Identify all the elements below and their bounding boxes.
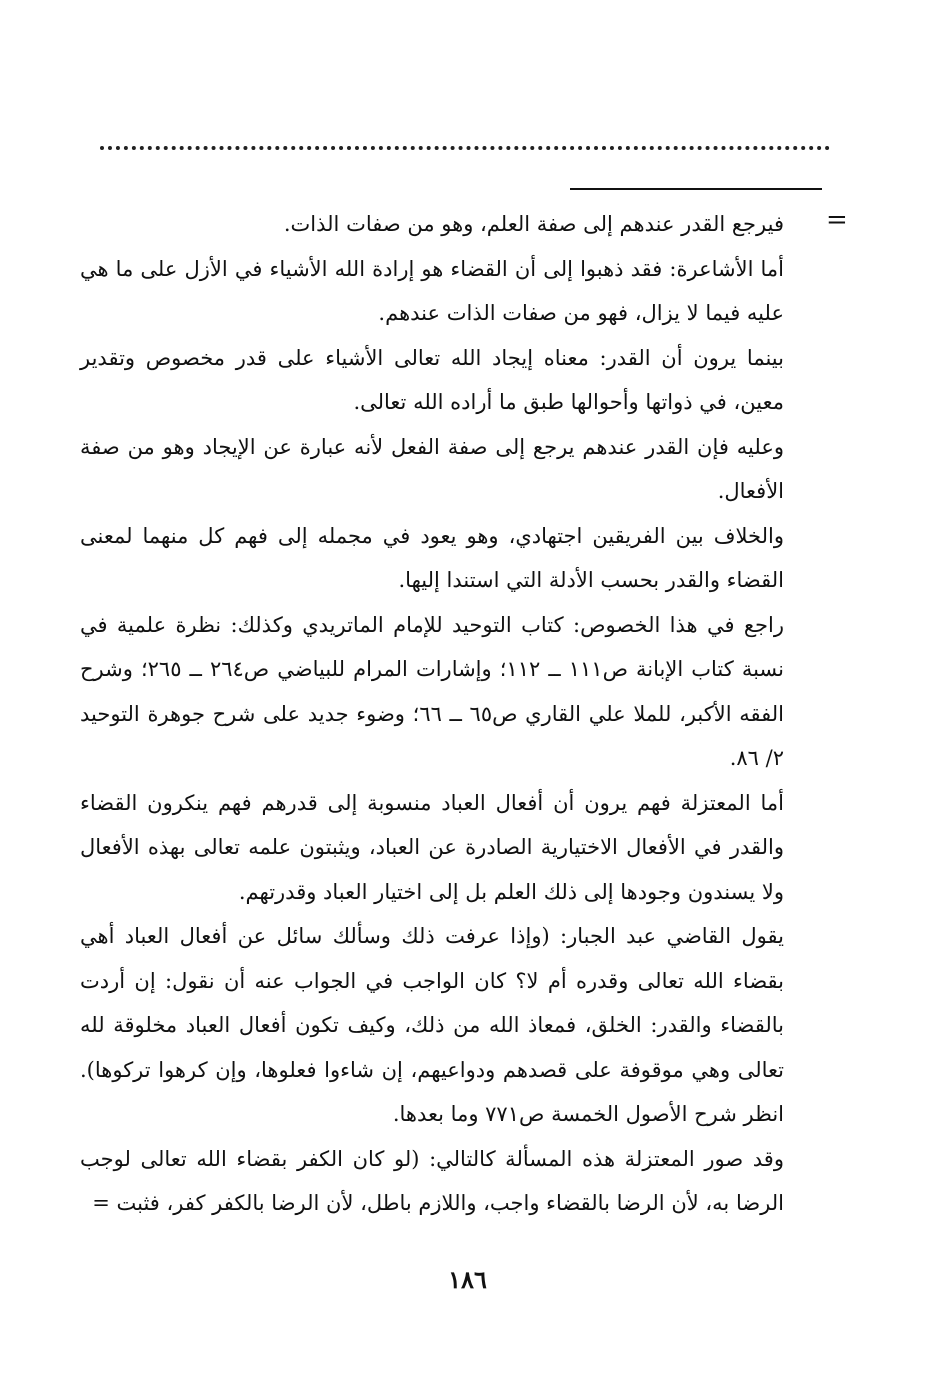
footnote-paragraph: أما الأشاعرة: فقد ذهبوا إلى أن القضاء هو إرادة الله الأشياء في الأزل على ما هي عليه فيما لا يزال، فهو من صفات الذات عندهم. (80, 256, 784, 325)
header-dotted-rule (100, 146, 830, 150)
footnote-paragraph: والخلاف بين الفريقين اجتهادي، وهو يعود في مجمله إلى فهم كل منهما لمعنى القضاء والقدر بحسب الأدلة التي استندا إليها. (80, 523, 784, 592)
footnote-paragraph: أما المعتزلة فهم يرون أن أفعال العباد منسوبة إلى قدرهم فهم ينكرون القضاء والقدر في الأفعال الاختيارية الصادرة عن العباد، ويثبتون علمه تعالى بهذه الأفعال ولا يسندون وجودها إلى ذلك العلم بل إلى اختيار العباد وقدرتهم. (80, 790, 784, 904)
footnote-paragraph: راجع في هذا الخصوص: كتاب التوحيد للإمام الماتريدي وكذلك: نظرة علمية في نسبة كتاب الإبانة ص١١١ ــ ١١٢؛ وإشارات المرام للبياضي ص٢٦٤ ــ ٢٦٥؛ وشرح الفقه الأكبر، للملا علي القاري ص٦٥ ــ ٦٦؛ وضوء جديد على شرح جوهرة التوحيد ٢/ ٨٦. (80, 612, 785, 770)
footnote-paragraph: وعليه فإن القدر عندهم يرجع إلى صفة الفعل لأنه عبارة عن الإيجاد وهو من صفة الأفعال. (80, 434, 784, 503)
footnote-separator (570, 188, 822, 190)
footnote-paragraph: بينما يرون أن القدر: معناه إيجاد الله تعالى الأشياء على قدر مخصوص وتقدير معين، في ذواتها وأحوالها طبق ما أراده الله تعالى. (80, 345, 784, 414)
footnote-paragraph: فيرجع القدر عندهم إلى صفة العلم، وهو من صفات الذات. (283, 212, 784, 236)
footnote-body (80, 202, 784, 1226)
continuation-mark: = (826, 205, 848, 235)
footnote-paragraph: يقول القاضي عبد الجبار: (وإذا عرفت ذلك وسألك سائل عن أفعال العباد أهي بقضاء الله تعالى وقدره أم لا؟ كان الواجب في الجواب عنه أن نقول: إن أردت بالقضاء والقدر: الخلق، فمعاذ الله من ذلك، وكيف تكون أفعال العباد مخلوقة لله تعالى وهي موقوفة على قصدهم ودواعيهم، إن شاءوا فعلوها، وإن كرهوا تركوها). انظر شرح الأصول الخمسة ص٧٧١ وما بعدها. (80, 924, 784, 1126)
footnote-paragraph: وقد صور المعتزلة هذه المسألة كالتالي: (لو كان الكفر بقضاء الله تعالى لوجب الرضا به، لأن الرضا بالقضاء واجب، واللازم باطل، لأن الرضا بالكفر كفر، فثبت = (80, 1146, 784, 1215)
page-number: ١٨٦ (448, 1265, 487, 1294)
